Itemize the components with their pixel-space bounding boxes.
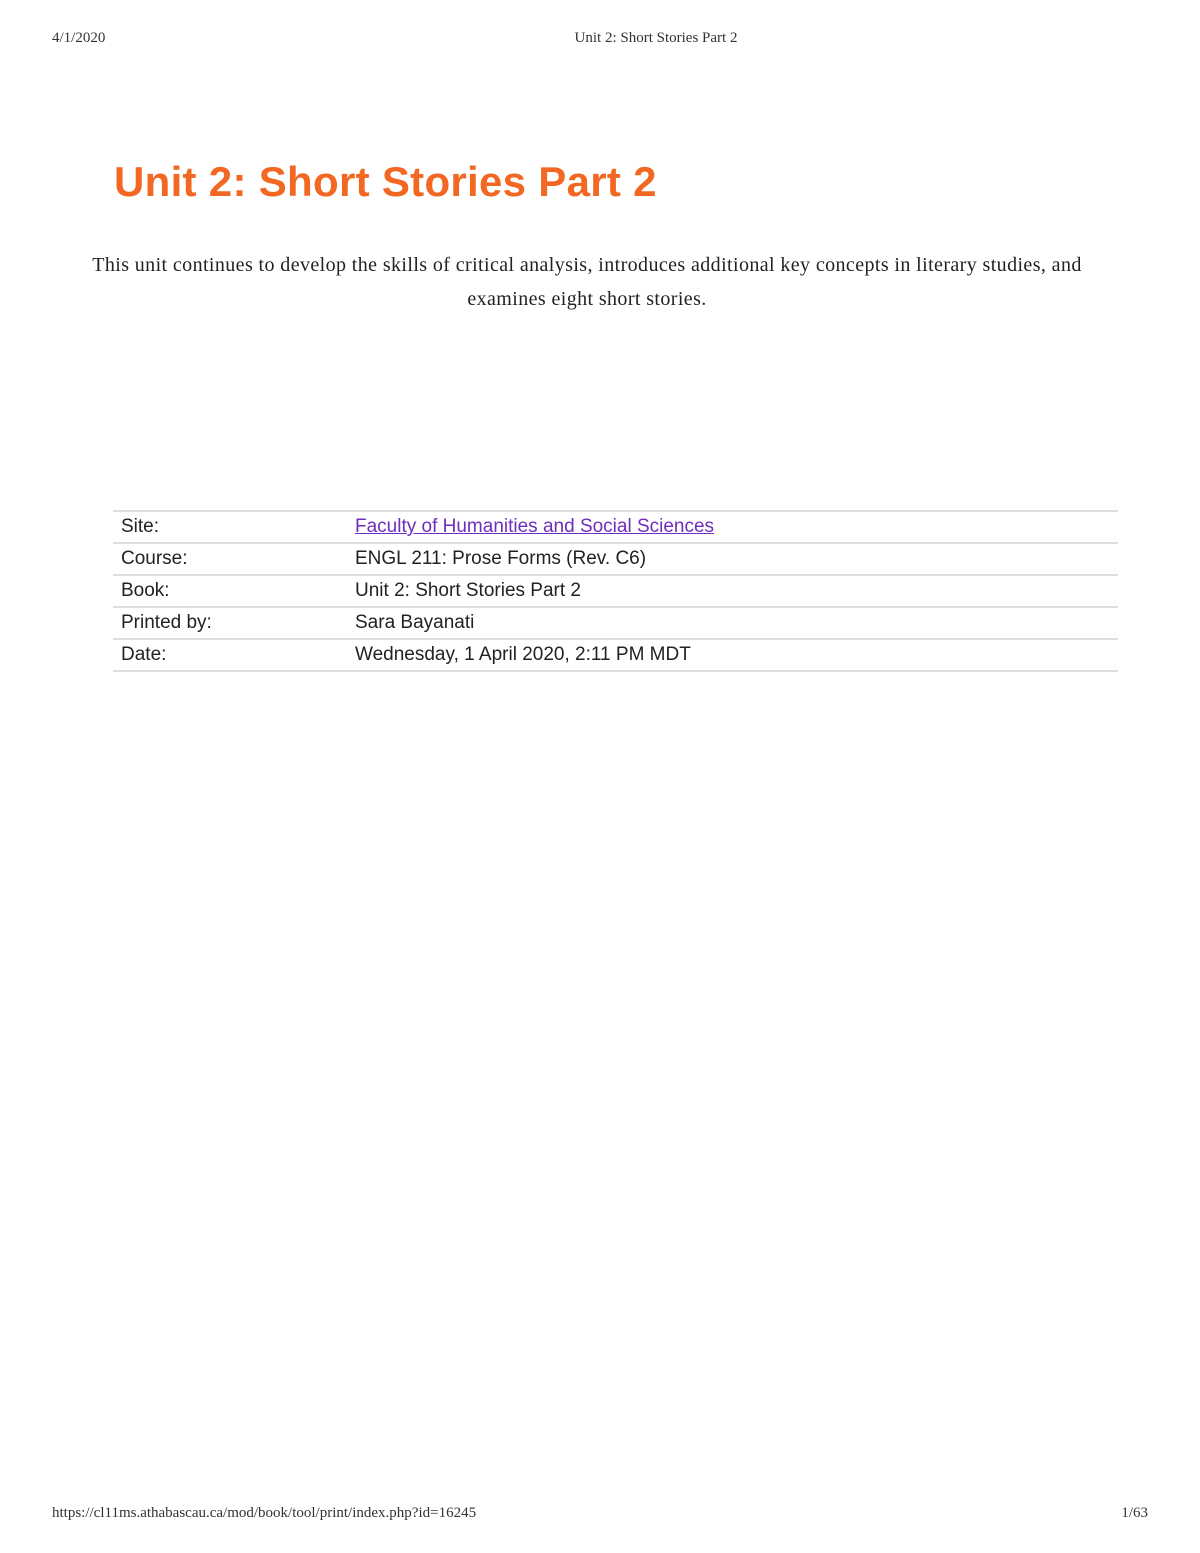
info-label: Book:: [121, 580, 170, 601]
info-row-printed-by: [113, 607, 1118, 639]
info-row-site: [113, 511, 1118, 543]
info-label: Date:: [121, 644, 167, 665]
info-value: Wednesday, 1 April 2020, 2:11 PM MDT: [355, 644, 691, 665]
info-row-course: [113, 543, 1118, 575]
info-value: ENGL 211: Prose Forms (Rev. C6): [355, 548, 647, 569]
info-label: Course:: [121, 548, 188, 569]
site-link[interactable]: Faculty of Humanities and Social Sciences: [355, 516, 715, 537]
book-info-table: [113, 510, 1118, 672]
info-row-book: [113, 575, 1118, 607]
info-row-date: [113, 639, 1118, 671]
info-value: [347, 511, 1118, 543]
print-footer-url: https://cl11ms.athabascau.ca/mod/book/tool/print/index.php?id=16245: [52, 1505, 477, 1521]
info-value: Unit 2: Short Stories Part 2: [355, 580, 581, 601]
info-label: Site:: [121, 516, 160, 537]
unit-intro: This unit continues to develop the skills of critical analysis, introduces additional key concepts in literary studies, and examines eight short stories.: [92, 254, 1082, 310]
info-label: Printed by:: [121, 612, 212, 633]
print-header-title: Unit 2: Short Stories Part 2: [574, 30, 738, 46]
info-value: Sara Bayanati: [355, 612, 475, 633]
print-header-date: 4/1/2020: [52, 30, 106, 46]
page-title: Unit 2: Short Stories Part 2: [114, 158, 657, 205]
print-footer-page-number: 1/63: [1121, 1505, 1148, 1521]
